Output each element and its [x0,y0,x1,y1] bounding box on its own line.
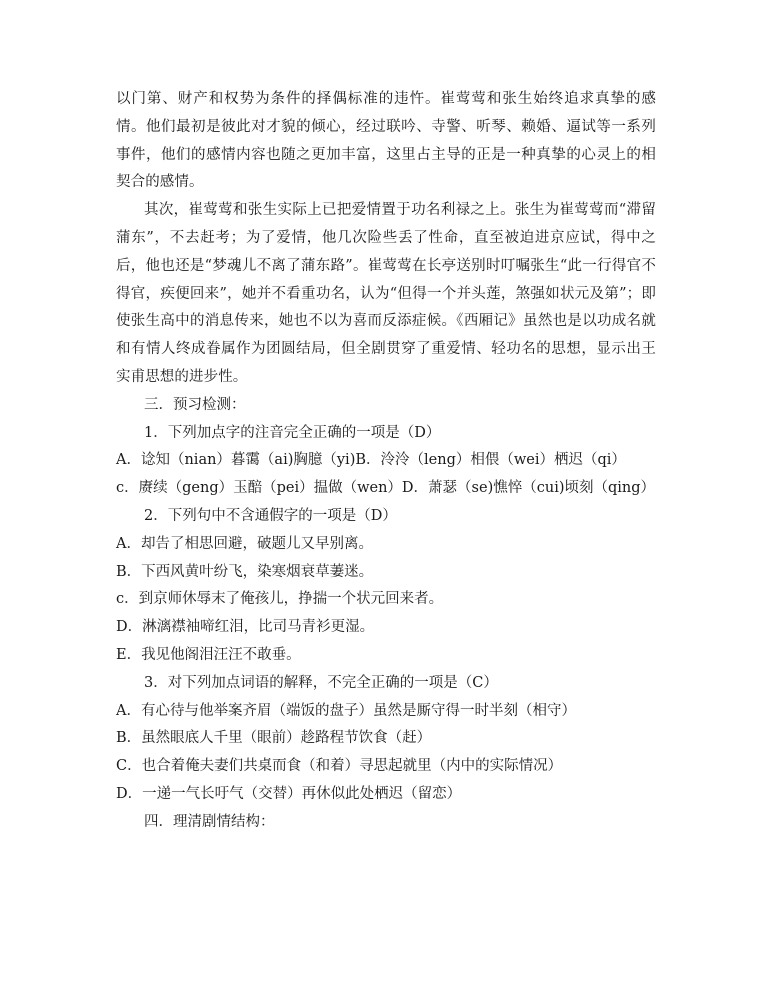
question-1-options-c-d: c．赓续（geng）玉醅（pei）揾做（wen）D．萧瑟（se)憔悴（cui)顷刻（qing） [116,480,656,497]
section-4-heading: 四．理清剧情结构： [144,813,275,830]
question-2-option-b: B．下西风黄叶纷飞，染寒烟衰草萋迷。 [116,563,374,580]
question-1-options-a-b: A．谂知（nian）暮霭（ai)胸臆（yi)B．泠泠（leng）相偎（wei）栖迟（qi） [116,452,626,469]
intro-paragraph-2: 其次，崔莺莺和张生实际上已把爱情置于功名利禄之上。张生为崔莺莺而“滞留蒲东”，不去赶考；为了爱情，他几次险些丢了性命，直至被迫进京应试，得中之后，他也还是“梦魂儿不离了蒲东路”。崔莺莺在长亭送别时叮嘱张生“此一行得官不得官，疾便回来”，她并不看重功名，认为“但得一个并头莲，煞强如状元及第”；即使张生高中的消息传来，她也不以为喜而反添症候。《西厢记》虽然也是以功成名就和有情人终成眷属作为团圆结局，但全剧贯穿了重爱情、轻功名的思想，显示出王实甫思想的进步性。 [116,202,656,385]
question-2-option-d: D．淋漓襟袖啼红泪，比司马青衫更湿。 [116,619,375,636]
question-2-option-e: E．我见他阁泪汪汪不敢垂。 [116,646,301,663]
question-3-option-c: C．也合着俺夫妻们共桌而食（和着）寻思起就里（内中的实际情况） [116,758,563,775]
question-2-option-a: A．却告了相思回避，破题儿又早别离。 [116,535,373,552]
question-1-stem: 1．下列加点字的注音完全正确的一项是（D） [144,424,441,441]
question-3-option-a: A．有心待与他举案齐眉（端饭的盘子）虽然是厮守得一时半刻（相守） [116,702,576,719]
question-2-stem: 2．下列句中不含通假字的一项是（D） [144,507,397,524]
section-3-heading: 三．预习检测： [144,396,246,413]
question-3-option-d: D．一递一气长吁气（交替）再休似此处栖迟（留恋） [116,785,462,802]
question-3-option-b: B．虽然眼底人千里（眼前）趁路程节饮食（赶） [116,730,432,747]
document-body [116,86,656,837]
question-2-option-c: c．到京师休辱末了俺孩儿，挣揣一个状元回来者。 [116,591,444,608]
question-3-stem: 3．对下列加点词语的解释，不完全正确的一项是（C） [144,674,498,691]
intro-paragraph-1: 以门第、财产和权势为条件的择偶标准的违忤。崔莺莺和张生始终追求真挚的感情。他们最初是彼此对才貌的倾心，经过联吟、寺警、听琴、赖婚、逼试等一系列事件，他们的感情内容也随之更加丰富，这里占主导的正是一种真挚的心灵上的相契合的感情。 [116,91,656,191]
